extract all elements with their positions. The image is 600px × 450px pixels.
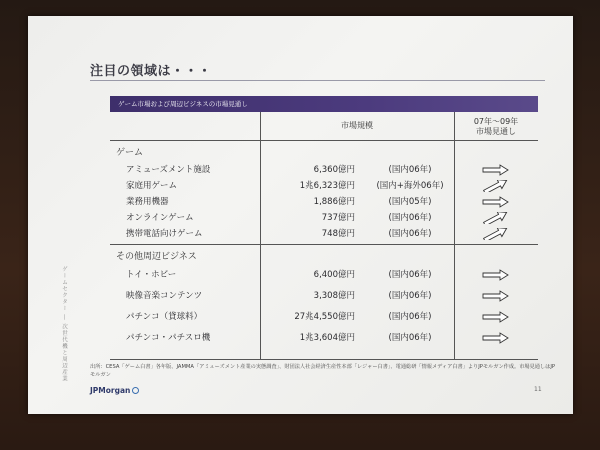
logo-mark-icon: [132, 387, 139, 394]
row-value: 6,360億円: [313, 165, 355, 175]
category-label: その他周辺ビジネス: [116, 252, 197, 262]
row-value: 748億円: [321, 229, 355, 239]
outlook-arrow-icon: [482, 329, 510, 341]
row-label: 携帯電話向けゲーム: [126, 229, 203, 239]
table-divider: [110, 244, 538, 245]
row-label: 映像音楽コンテンツ: [126, 291, 203, 301]
table-divider: [454, 112, 455, 360]
row-value: 737億円: [321, 213, 355, 223]
outlook-arrow-icon: [482, 161, 510, 173]
outlook-arrow-icon: [482, 266, 510, 278]
row-scope: (国内06年): [388, 291, 432, 301]
row-label: トイ・ホビー: [126, 270, 177, 280]
row-label: 家庭用ゲーム: [126, 181, 178, 191]
row-value: 27兆4,550億円: [294, 312, 355, 322]
outlook-header-line1: 07年～09年: [473, 117, 519, 126]
row-scope: (国内06年): [388, 213, 432, 223]
market-size-header: 市場規模: [341, 121, 373, 130]
row-scope: (国内06年): [388, 270, 432, 280]
table-divider: [110, 359, 538, 360]
row-scope: (国内06年): [388, 165, 432, 175]
page-number: 11: [534, 386, 542, 393]
table-divider: [260, 112, 261, 360]
presentation-slide: [28, 16, 573, 414]
source-note: 出所：CESA「ゲーム白書」各年版、JAMMA「アミューズメント産業の実態調査」、財団法人社会経済生産性本部「レジャー白書」、電通総研「情報メディア白書」よりJPモルガン作成。市場見通しはJPモルガン: [90, 364, 555, 378]
outlook-arrow-icon: [482, 225, 510, 237]
row-value: 1兆6,323億円: [299, 181, 355, 191]
company-logo: [90, 386, 139, 395]
slide-title: 注目の領域は・・・: [90, 64, 212, 79]
row-label: オンラインゲーム: [126, 213, 194, 223]
outlook-arrow-icon: [482, 177, 510, 189]
vertical-side-caption: ゲームセクター ― 次世代機と周辺産業: [61, 266, 67, 382]
row-scope: (国内06年): [388, 312, 432, 322]
row-value: 3,308億円: [313, 291, 355, 301]
table-divider: [110, 140, 538, 141]
row-label: パチンコ（貸球料）: [126, 312, 203, 322]
outlook-header-line2: 市場見通し: [476, 127, 516, 136]
category-label: ゲーム: [116, 148, 144, 158]
row-label: アミューズメント施設: [126, 165, 211, 175]
title-underline: [90, 80, 545, 81]
row-scope: (国内+海外06年): [376, 181, 444, 191]
table-header-band: ゲーム市場および周辺ビジネスの市場見通し: [110, 96, 538, 112]
outlook-arrow-icon: [482, 308, 510, 320]
row-scope: (国内06年): [388, 229, 432, 239]
outlook-arrow-icon: [482, 193, 510, 205]
market-table: [110, 112, 538, 360]
row-value: 1,886億円: [313, 197, 355, 207]
row-scope: (国内05年): [388, 197, 432, 207]
row-label: パチンコ・パチスロ機: [126, 333, 211, 343]
outlook-arrow-icon: [482, 209, 510, 221]
row-value: 6,400億円: [313, 270, 355, 280]
row-label: 業務用機器: [126, 197, 169, 207]
row-value: 1兆3,604億円: [299, 333, 355, 343]
logo-text: JPMorgan: [90, 386, 131, 395]
outlook-arrow-icon: [482, 287, 510, 299]
row-scope: (国内06年): [388, 333, 432, 343]
